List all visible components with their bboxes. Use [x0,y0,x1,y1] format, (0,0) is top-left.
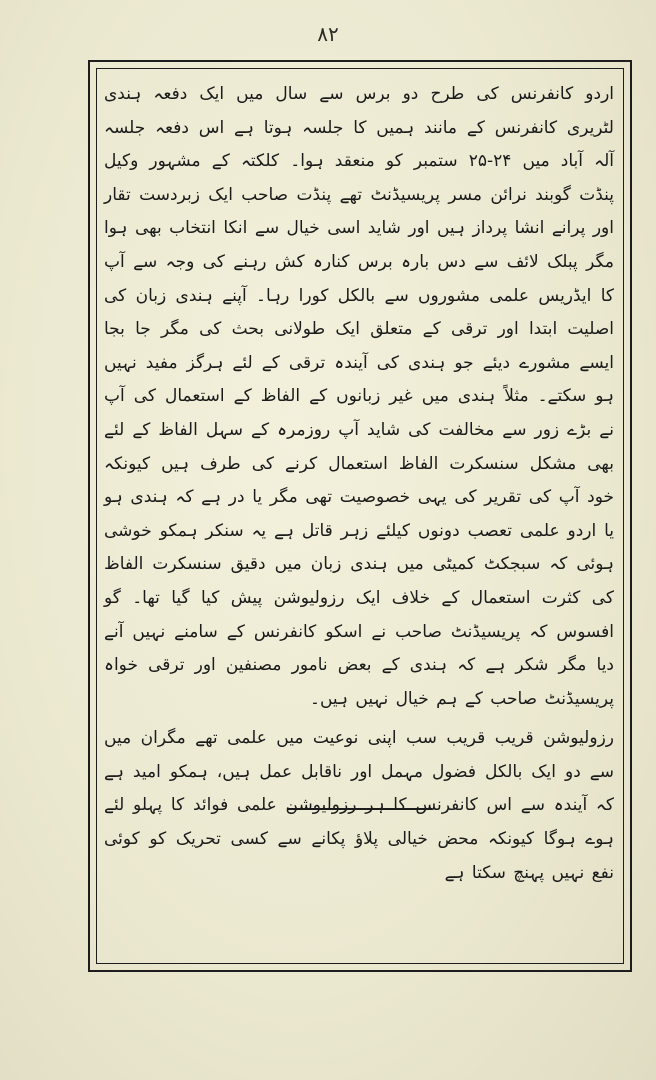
body-text [104,78,614,890]
page-number: ۸۲ [317,22,339,46]
paragraph-2: رزولیوشن قریب قریب سب اپنی نوعیت میں علمی تھے مگران میں سے دو ایک بالکل فضول مہمل اور ناقابل عمل ہیں، ہمکو امید ہے کہ آیندہ سے اس کانفرنس کا ہر رزولیوشن علمی فوائد کا پہلو لئے ہوے ہوگا کیونکہ محض خیالی پلاؤ پکانے سے کسی تحریک کو کوئی نفع نہیں پہنچ سکتا ہے [104,728,614,883]
paragraph-1: اردو کانفرنس کی طرح دو برس سے سال میں ایک دفعہ ہندی لٹریری کانفرنس کے مانند ہمیں کا جلسہ ہوتا ہے اس دفعہ جلسہ آلہ آباد میں ۲۴-۲۵ ستمبر کو منعقد ہوا۔ کلکتہ کے مشہور وکیل پنڈت گوبند نرائن مسر پریسیڈنٹ تھے پنڈت صاحب ایک زبردست تقار اور پرانے انشا پرداز ہیں اور شاید اسی خیال سے انکا انتخاب بھی ہوا مگر پبلک لائف سے دس بارہ برس کنارہ کش رہنے کی وجہ سے آپ کا ایڈریس علمی مشوروں سے بالکل کورا رہا۔ آپنے ہندی زبان کی اصلیت ابتدا اور ترقی کے متعلق ایک طولانی بحث کی مگر جا بجا ایسے مشورے دیئے جو ہندی کی آیندہ ترقی کے لئے ہرگز مفید نہیں ہو سکتے۔ مثلاً ہندی میں غیر زبانوں کے الفاظ کے استعمال کی آپ نے بڑے زور سے مخالفت کی شاید آپ روزمرہ کے سہل الفاظ کے لئے بھی مشکل سنسکرت الفاظ استعمال کرنے کی طرف ہیں کیونکہ خود آپ کی تقریر کی یہی خصوصیت تھی مگر یا در ہے کہ ہندی ہو یا اردو علمی تعصب دونوں کیلئے زہر قاتل ہے یہ سنکر ہمکو خوشی ہوئی کہ سبجکٹ کمیٹی میں ہندی زبان میں دقیق سنسکرت الفاظ کی کثرت استعمال کے خلاف ایک رزولیوشن پیش کیا گیا تھا۔ گو افسوس کہ پریسیڈنٹ صاحب نے اسکو کانفرنس کے سامنے نہیں آنے دیا مگر شکر ہے کہ ہندی کے بعض نامور مصنفین اور ترقی خواہ پریسیڈنٹ صاحب کے ہم خیال نہیں ہیں۔ [104,84,614,709]
end-rule-divider [288,808,432,810]
